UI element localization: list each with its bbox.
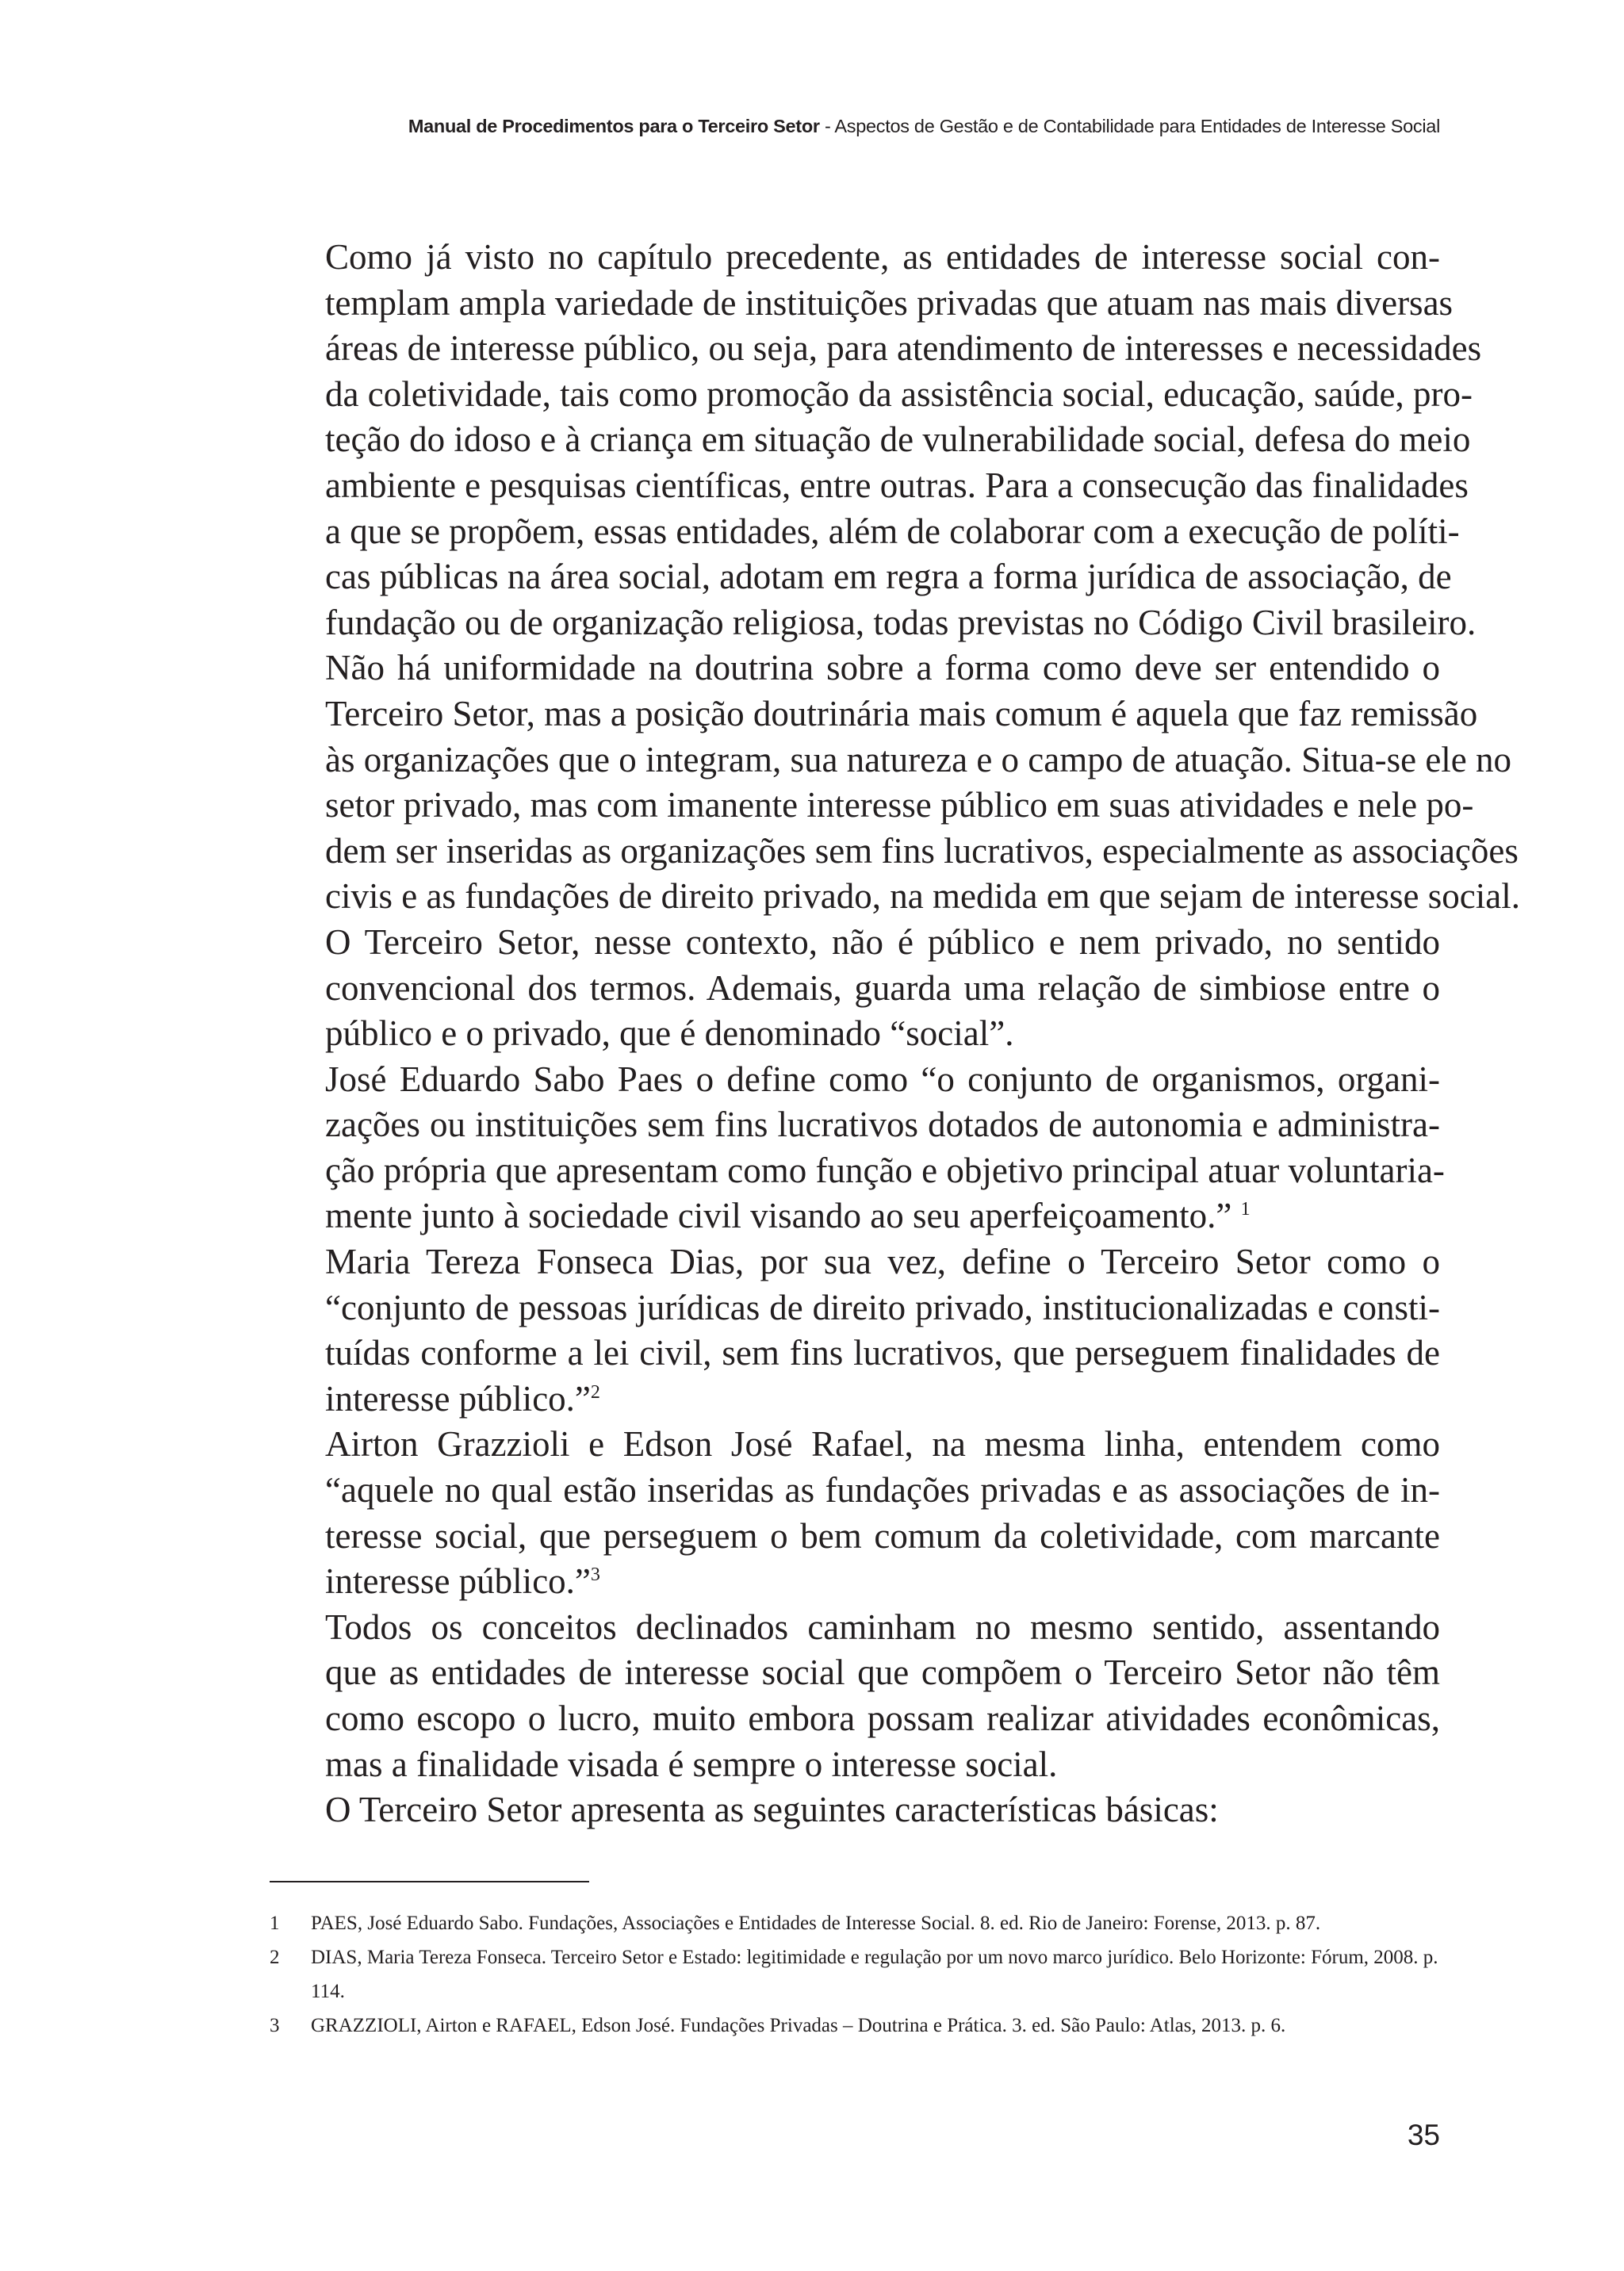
paragraph	[270, 1787, 1440, 1833]
text-line: O Terceiro Setor, nesse contexto, não é público e nem privado, no sentido	[325, 921, 1440, 962]
text-line: convencional dos termos. Ademais, guarda uma relação de simbiose entre o	[325, 967, 1440, 1008]
text-line	[270, 1559, 1440, 1605]
text-line: Airton Grazzioli e Edson José Rafael, na mesma linha, entendem como	[325, 1424, 1440, 1465]
text-line: templam ampla variedade de instituições privadas que atuam nas mais diversas	[325, 282, 1454, 323]
footnote-number: 2	[270, 1947, 280, 1968]
text-line: civis e as fundações de direito privado, na medida em que sejam de interesse social.	[325, 876, 1520, 917]
text-line: teresse social, que perseguem o bem comum da coletividade, com marcante	[325, 1515, 1440, 1556]
text-line: dem ser inseridas as organizações sem fins lucrativos, especialmente as associações	[325, 830, 1519, 871]
text-line: “aquele no qual estão inseridas as fundações privadas e as associações de in-	[325, 1470, 1440, 1511]
body-text	[270, 235, 1520, 1833]
text-line: José Eduardo Sabo Paes o define como “o conjunto de organismos, organi-	[325, 1059, 1440, 1099]
text-line: público e o privado, que é denominado “social”.	[325, 1013, 1014, 1054]
text-line: como escopo o lucro, muito embora possam realizar atividades econômicas,	[325, 1698, 1440, 1738]
text-line: fundação ou de organização religiosa, todas previstas no Código Civil brasileiro.	[325, 602, 1477, 642]
text-line: que as entidades de interesse social que compõem o Terceiro Setor não têm	[325, 1653, 1440, 1693]
footnote-text: PAES, José Eduardo Sabo. Fundações, Associações e Entidades de Interesse Social. 8. ed. Rio de Janeiro: Forense, 2013. p. 87.	[311, 1913, 1321, 1934]
footnote	[270, 1906, 1440, 1940]
text-line: áreas de interesse público, ou seja, para atendimento de interesses e necessidades	[325, 328, 1482, 369]
text-line-content: mente junto à sociedade civil visando ao seu aperfeiçoamento.”	[325, 1196, 1241, 1236]
text-line: ambiente e pesquisas científicas, entre outras. Para a consecução das finalidades	[325, 465, 1469, 505]
text-line: Como já visto no capítulo precedente, as entidades de interesse social con-	[325, 237, 1440, 277]
text-line: cas públicas na área social, adotam em regra a forma jurídica de associação, de	[325, 557, 1452, 597]
paragraph	[270, 1057, 1445, 1239]
paragraph	[270, 920, 1440, 1057]
text-line: Todos os conceitos declinados caminham no mesmo sentido, assentando	[325, 1607, 1440, 1647]
footnote-divider	[270, 1881, 589, 1882]
footnote-number: 3	[270, 2015, 280, 2036]
footnote-ref: 3	[590, 1564, 600, 1586]
footnote-ref: 2	[590, 1381, 600, 1403]
text-line: setor privado, mas com imanente interesse público em suas atividades e nele po-	[325, 785, 1474, 825]
text-line: “conjunto de pessoas jurídicas de direito privado, institucionalizadas e consti-	[325, 1287, 1440, 1327]
text-line-content: interesse público.”	[325, 1378, 591, 1419]
text-line: a que se propõem, essas entidades, além de colaborar com a execução de políti-	[325, 511, 1460, 551]
paragraph	[270, 1239, 1440, 1422]
footnote	[270, 2009, 1440, 2043]
text-line: às organizações que o integram, sua natureza e o campo de atuação. Situa-se ele no	[325, 739, 1512, 779]
text-line-content: interesse público.”	[325, 1561, 591, 1602]
text-line: tuídas conforme a lei civil, sem fins lucrativos, que perseguem finalidades de	[325, 1333, 1440, 1373]
text-line: Terceiro Setor, mas a posição doutrinária mais comum é aquela que faz remissão	[325, 693, 1478, 733]
paragraph	[270, 1422, 1440, 1604]
running-header-subtitle: - Aspectos de Gestão e de Contabilidade para Entidades de Interesse Social	[819, 116, 1440, 136]
page-number: 35	[1407, 2119, 1440, 2151]
text-line: teção do idoso e à criança em situação de vulnerabilidade social, defesa do meio	[325, 419, 1471, 460]
text-line: O Terceiro Setor apresenta as seguintes características básicas:	[325, 1790, 1219, 1830]
text-line: mas a finalidade visada é sempre o interesse social.	[325, 1744, 1058, 1784]
footnote	[270, 1940, 1440, 2009]
paragraph	[270, 235, 1482, 645]
text-line: Não há uniformidade na doutrina sobre a forma como deve ser entendido o	[325, 648, 1440, 688]
text-line: Maria Tereza Fonseca Dias, por sua vez, define o Terceiro Setor como o	[325, 1242, 1440, 1282]
footnote-text: GRAZZIOLI, Airton e RAFAEL, Edson José. Fundações Privadas – Doutrina e Prática. 3. ed. São Paulo: Atlas, 2013. p. 6.	[311, 2015, 1286, 2036]
text-line: ção própria que apresentam como função e objetivo principal atuar voluntaria-	[325, 1150, 1445, 1190]
text-line	[270, 1377, 1440, 1423]
footnote-text: DIAS, Maria Tereza Fonseca. Terceiro Setor e Estado: legitimidade e regulação por um novo marco jurídico. Belo Horizonte: Fórum, 2008. p. 114.	[311, 1947, 1438, 2002]
paragraph	[270, 1605, 1440, 1787]
footnotes	[270, 1906, 1440, 2043]
text-line	[270, 1193, 1440, 1239]
footnote-ref: 1	[1240, 1199, 1251, 1220]
footnote-number: 1	[270, 1913, 280, 1934]
running-header	[408, 116, 1440, 137]
text-line: da coletividade, tais como promoção da assistência social, educação, saúde, pro-	[325, 373, 1473, 414]
text-line: zações ou instituições sem fins lucrativos dotados de autonomia e administra-	[325, 1105, 1440, 1145]
running-header-title: Manual de Procedimentos para o Terceiro Setor	[408, 116, 820, 136]
paragraph	[270, 645, 1520, 920]
